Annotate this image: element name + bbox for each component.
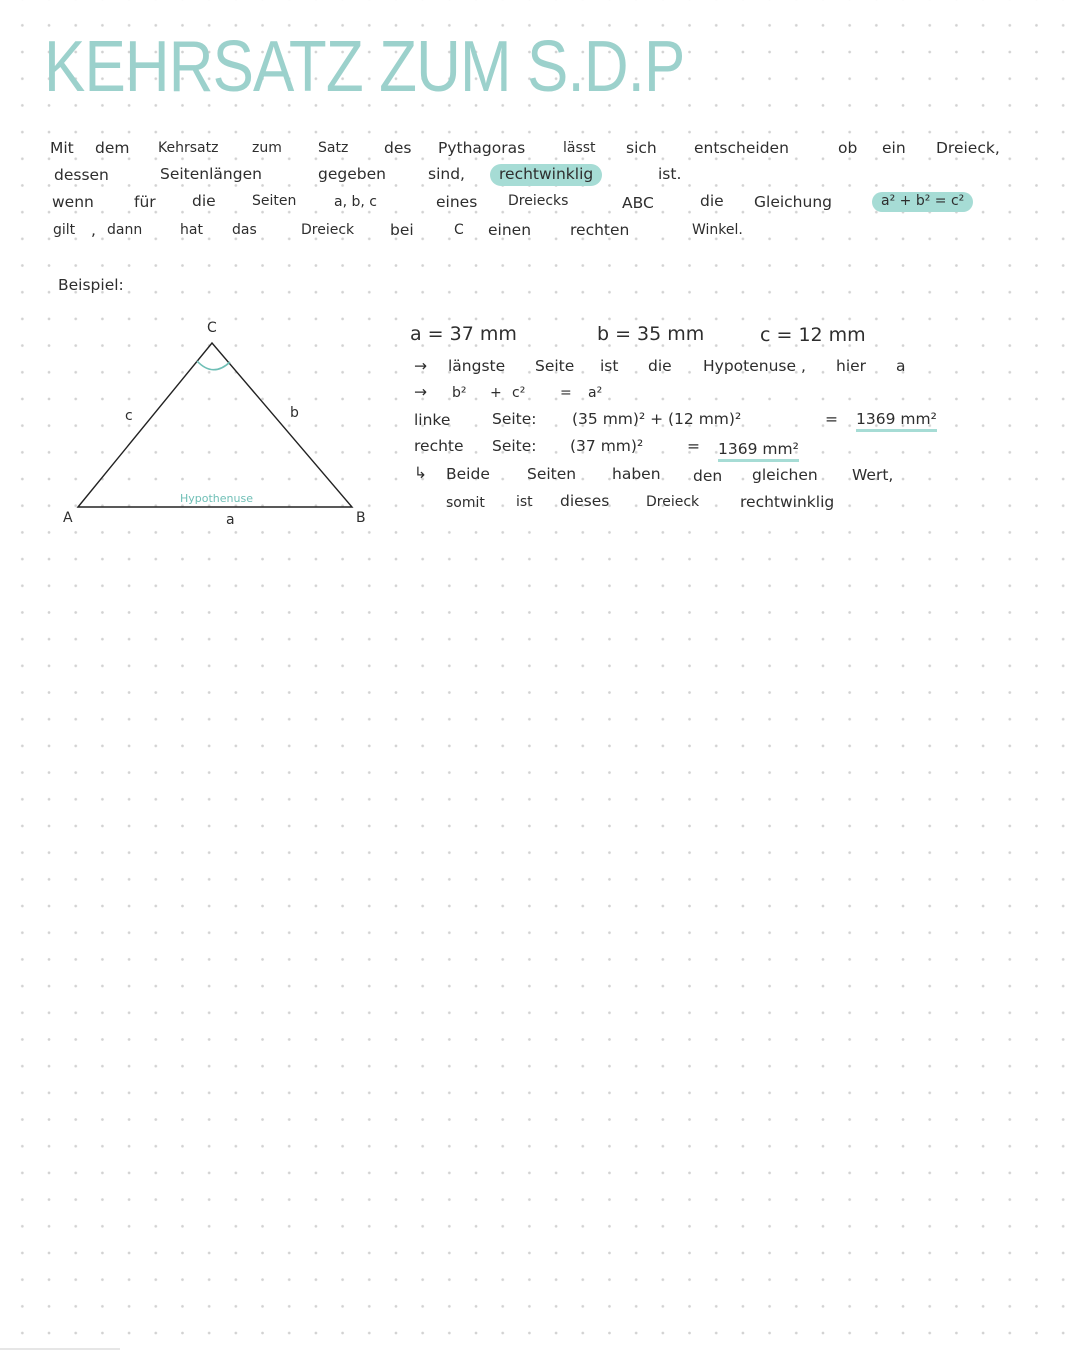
- word: rechten: [570, 221, 630, 239]
- word: Winkel.: [692, 222, 743, 238]
- word: gegeben: [318, 165, 386, 183]
- word: für: [134, 193, 156, 211]
- word: ist: [516, 494, 533, 510]
- right-expression: (37 mm)²: [570, 437, 644, 455]
- highlight-rechtwinklig: rechtwinklig: [490, 164, 602, 186]
- word: Seite:: [492, 410, 537, 428]
- left-expression: (35 mm)² + (12 mm)²: [572, 410, 742, 428]
- vertex-c-label: C: [207, 320, 217, 336]
- word: des: [384, 139, 412, 157]
- example-label: Beispiel:: [58, 276, 124, 294]
- word: bei: [390, 221, 414, 239]
- word: Dreiecks: [508, 193, 569, 209]
- word: Gleichung: [754, 193, 832, 211]
- word: haben: [612, 465, 661, 483]
- word: die: [648, 357, 672, 375]
- word: Satz: [318, 140, 349, 156]
- word: dieses: [560, 492, 610, 510]
- term: b²: [452, 385, 467, 401]
- word: entscheiden: [694, 139, 789, 157]
- word: längste: [448, 357, 506, 375]
- word: Pythagoras: [438, 139, 526, 157]
- word: das: [232, 222, 257, 238]
- word: Beide: [446, 465, 490, 483]
- word: ,: [91, 221, 96, 239]
- word: ABC: [622, 194, 654, 212]
- term: a²: [588, 385, 603, 401]
- word: dessen: [54, 166, 109, 184]
- term: +: [490, 385, 502, 401]
- given-b: b = 35 mm: [597, 323, 705, 345]
- return-arrow-icon: ↳: [414, 464, 427, 482]
- word: rechte: [414, 437, 464, 455]
- side-a-label: a: [226, 512, 235, 528]
- word: Mit: [50, 139, 74, 157]
- word: Dreieck: [646, 494, 700, 510]
- arrow-icon: →: [414, 383, 427, 401]
- vertex-b-label: B: [356, 510, 366, 526]
- word: a: [896, 357, 906, 375]
- right-equals: =: [687, 437, 700, 455]
- word: eines: [436, 193, 478, 211]
- word: ist.: [658, 165, 682, 183]
- arrow-icon: →: [414, 357, 427, 375]
- word: linke: [414, 411, 451, 429]
- word: gilt: [53, 222, 76, 238]
- bottom-edge-line: [0, 1348, 120, 1350]
- given-c: c = 12 mm: [760, 324, 866, 346]
- word: die: [192, 192, 216, 210]
- word: somit: [446, 495, 485, 511]
- given-a: a = 37 mm: [410, 323, 517, 345]
- word: Seiten: [252, 193, 297, 209]
- word: Dreieck,: [936, 139, 1000, 157]
- term: c²: [512, 385, 526, 401]
- word: sich: [626, 139, 657, 157]
- triangle-shape: [78, 343, 352, 507]
- word: ist: [600, 357, 619, 375]
- highlight-equation: a² + b² = c²: [872, 192, 973, 212]
- word: den: [693, 467, 723, 485]
- right-angle-arc: [197, 361, 230, 370]
- term: =: [560, 385, 572, 401]
- word: Seite: [535, 357, 575, 375]
- word: gleichen: [752, 466, 818, 484]
- right-result: 1369 mm²: [718, 440, 799, 462]
- word: lässt: [563, 140, 596, 156]
- word: hat: [180, 222, 203, 238]
- word: a, b, c: [334, 194, 377, 210]
- word: Wert,: [852, 466, 894, 484]
- left-result: 1369 mm²: [856, 410, 937, 432]
- word: Dreieck: [301, 222, 355, 238]
- side-b-label: b: [290, 405, 299, 421]
- side-c-label: c: [125, 408, 133, 424]
- word: C: [454, 222, 464, 238]
- word: rechtwinklig: [740, 493, 835, 511]
- vertex-a-label: A: [63, 510, 73, 526]
- hypotenuse-label: Hypothenuse: [180, 492, 253, 505]
- word: einen: [488, 221, 532, 239]
- word: ein: [882, 139, 906, 157]
- word: Seiten: [527, 465, 577, 483]
- word: Hypotenuse ,: [703, 357, 806, 375]
- word: zum: [252, 140, 282, 156]
- word: sind,: [428, 165, 465, 183]
- word: Seite:: [492, 437, 537, 455]
- word: Kehrsatz: [158, 140, 219, 156]
- left-equals: =: [825, 410, 838, 428]
- word: dem: [95, 139, 130, 157]
- word: wenn: [52, 193, 94, 211]
- word: hier: [836, 357, 867, 375]
- word: die: [700, 192, 724, 210]
- word: ob: [838, 139, 858, 157]
- page-title: KEHRSATZ ZUM S.D.P: [44, 27, 685, 107]
- word: dann: [107, 222, 143, 238]
- word: Seitenlängen: [160, 165, 262, 183]
